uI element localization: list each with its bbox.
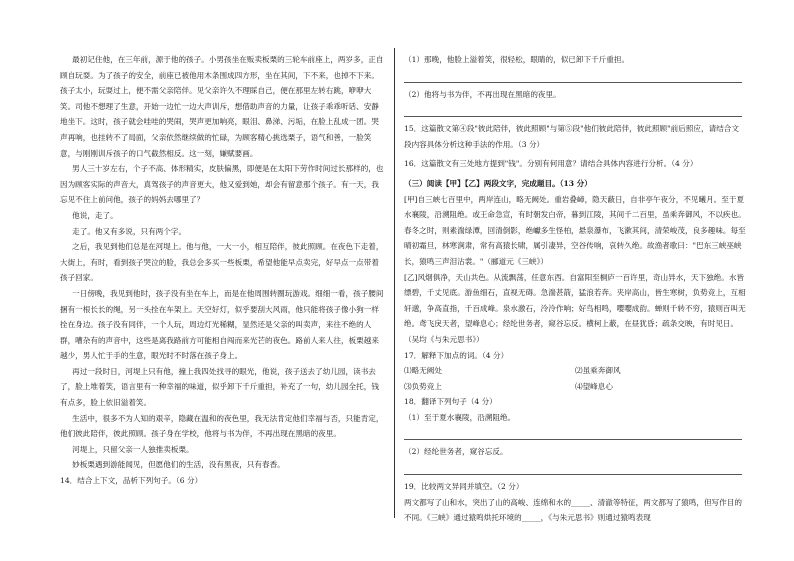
q17-item-2: ⑵虽乘奔御风 — [575, 366, 621, 376]
section-3-title: （三）阅读【甲】【乙】两段文字，完成题目。（13 分） — [404, 178, 592, 188]
question-17-row-1 — [404, 363, 746, 379]
passage-yi: [乙]风烟俱净，天山共色。从流飘荡，任意东西。自富阳至桐庐一百许里，奇山异水，天下独绝。水皆缥碧，千丈见底。游鱼细石，直视无碍。急湍甚箭，猛浪若奔。夹岸高山，皆生寒树，负势竞上，互相轩邈，争高直指，千百成峰。泉水激石，泠泠作响；好鸟相鸣，嘤嘤成韵。蝉则千转不穷，猿则百叫无绝。鸢飞戾天者，望峰息心；经纶世务者，窥谷忘反。横柯上蔽，在昼犹昏；疏条交映，有时见日。（吴均《与朱元思书》） — [404, 272, 746, 344]
question-18: 18．翻译下列句子（4 分） — [404, 397, 497, 407]
q17-item-4: ⑷望峰息心 — [575, 381, 613, 391]
question-15: 15．这篇散文第④段"彼此陪伴，彼此照顾"与第⑤段"他们彼此陪伴，彼此照顾"前后照应，请结合文段内容具体分析这种手法的作用。（3 分） — [404, 124, 739, 149]
left-column — [60, 52, 386, 489]
answer-line[interactable] — [404, 460, 742, 475]
q17-item-3: ⑶负势竞上 — [404, 381, 442, 391]
question-14-2: （2）他将与书为伴，不再出现在黑暗的夜里。 — [404, 89, 561, 99]
paragraph-5: 之后，我见到他们总是在河堤上。他与他，一大一小，相互陪伴，彼此照顾。在夜色下走着，大街上，有时，看到孩子哭泣的脸，我总会多买一些板栗，希望他能早点卖完，好早点一点带着孩子回家。 — [60, 242, 384, 283]
question-16: 16．这篇散文有三处地方提到"钱"。分别有何用意？请结合具体内容进行分析。（4 分） — [404, 159, 698, 169]
paragraph-10: 妙板栗遇到游能闻见，但愿他们的生活，没有黑夜，只有春香。 — [72, 460, 285, 470]
question-17: 17．解释下加点的词。（4 分） — [404, 350, 509, 360]
question-14: 14．结合上下文，品析下列句子。（6 分） — [60, 476, 203, 486]
column-divider — [394, 48, 395, 518]
question-17-row-2 — [404, 379, 746, 395]
paragraph-2: 男人三十岁左右，个子不高、体形精实，皮肤偏黑，即便是在太阳下劳作时间过长那样的，也因为顾客实际的声音大，真驾孩子的声音更大，他又爱到她，却会有留意那个孩子。有一天，我忘见不住上前问他，孩子的妈妈去哪里了？ — [60, 164, 384, 205]
question-19-text: 两文都写了山和水，突出了山的高峻、连绵和水的_____、清澈等特征，两文都写了猿鸣，但写作目的不同。《三峡》通过猿鸣烘托环境的_____，《与朱元思书》则通过猿鸣表现 — [404, 497, 742, 523]
q17-item-1: ⑴略无阙处 — [404, 366, 442, 376]
answer-line[interactable] — [404, 68, 742, 83]
question-18-2: （2）经纶世务者，窥谷忘反。 — [404, 447, 508, 457]
paragraph-6: 一日傍晚，我见到他时，孩子没有坐在车上，而是在他周围转圈玩游戏。细细一看，孩子腰间捆有一根长长的绳，另一头拴在车架上。天空好灯，似乎要刮大风雨，他只能将孩子像小狗一样拴在身边。孩子没有同伴，一个人玩，周边灯光稀糊，显然还是父亲的叫卖声，来往不绝的人群，嘈杂有的声音中，这些是离我路前方可能相自闯而来光芒的夜色。路前人来人往，板栗越来越少，男人忙于手的生意，眼光时不时落在孩子身上。 — [60, 288, 384, 361]
paragraph-3: 他说，走了。 — [72, 210, 118, 220]
paragraph-1: 最初记住他，在三年前，源于他的孩子。小男孩坐在贩卖板栗的三轮车前座上，两岁多，正自顾自玩耍。为了孩子的安全，前座已被他用木条围成四方形，坐在其间，下不来，也掉不下来。孩子太小，玩耍过上，便不需父亲陪伴。见父亲许久不理睬自己，便在那里左转右跳，咿咿大笑。司他不想理了生意，开始一边忙一边大声训斥，想借助声音的力量，让孩子乖乖听话、安静地坐下。这时，孩子就会哇哇的哭闹，哭声更加响亮，眼泪、鼻涕、污垢，在脸上乱成一团。哭声再响，也挂转不了局面，父亲依然继续做的忙碌，为顾客精心挑选栗子，语气和善，一脸笑意，与刚刚训斥孩子的口气截然相反。这一刻，嫌赋要画。 — [60, 55, 384, 158]
question-19: 19．比较两文异同并填空。（2 分） — [404, 482, 524, 492]
answer-line[interactable] — [404, 425, 742, 440]
paragraph-7: 再过一段时日，河堤上只有他，撞上我四处找寻的眼光，他说，孩子送去了幼儿园，读书去了，脸上堆着笑，语言里有一种幸福的味道，似乎卸下千斤重担，补充了一句，幼儿园全托，钱有点多，脸上依旧溢着笑。 — [60, 366, 379, 408]
right-column — [404, 52, 746, 526]
question-14-1: （1）那晚，他脸上溢着笑，很轻松，眼睛的，似已卸下千斤重担。 — [404, 55, 630, 64]
paragraph-9: 河堤上，只留父亲一人独推卖板栗。 — [72, 444, 194, 454]
paragraph-8: 生活中，很多不为人知的艰辛，隐藏在温和的夜色里，我无法肯定他们幸福与否，只能肯定，他们彼此陪伴，彼此照顾。孩子身在学校，他将与书为伴，不再出现在黑暗的夜里。 — [60, 413, 384, 439]
passage-jia: [甲]自三峡七百里中，两岸连山，略无阙处。重岩叠嶂，隐天蔽日，自非亭午夜分，不见曦月。至于夏水襄陵，沿溯阻绝。或王命急宣，有时朝发白帝，暮到江陵，其间千二百里，虽乘奔御风，不以疾也。春冬之时，则素湍绿潭，回清倒影，绝巘多生怪柏，悬泉瀑布，飞漱其间，清荣峻茂，良多趣味。每至晴初霜旦，林寒涧肃，常有高猿长啸，属引凄异，空谷传响，哀转久绝。故渔者歌曰："巴东三峡巫峡长，猿鸣三声泪沾裳。"（郦道元《三峡》） — [404, 194, 746, 266]
paragraph-4: 走了。他又有多说，只有两个字。 — [72, 226, 187, 236]
question-18-1: （1）至于夏水襄陵，沿溯阻绝。 — [404, 412, 516, 422]
answer-line[interactable] — [404, 102, 742, 117]
